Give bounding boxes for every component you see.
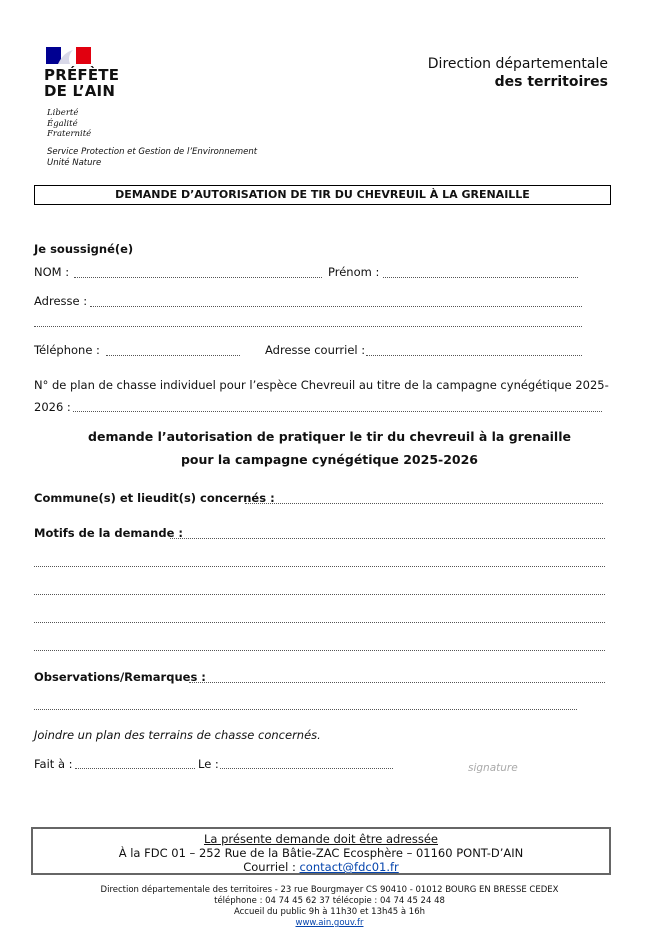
observations-field-line2[interactable] <box>34 709 577 710</box>
footer-address: Direction départementale des territoires - 23 rue Bourgmayer CS 90410 - 01012 BOURG EN BRESSE CEDEX <box>100 885 559 895</box>
address-box <box>31 827 611 875</box>
prefecture-name <box>44 67 119 99</box>
motifs-field[interactable] <box>170 538 605 539</box>
address-box-address: À la FDC 01 – 252 Rue de la Bâtie-ZAC Ecosphère – 01160 PONT-D’AIN <box>118 846 524 860</box>
motifs-label: Motifs de la demande : <box>34 526 183 540</box>
motto-liberte: Liberté <box>47 108 79 118</box>
request-line2: pour la campagne cynégétique 2025-2026 <box>180 452 478 467</box>
fait-field[interactable] <box>75 768 195 769</box>
le-label: Le : <box>198 757 219 771</box>
communes-label: Commune(s) et lieudit(s) concernés : <box>34 491 275 505</box>
motifs-field-line5[interactable] <box>34 650 605 651</box>
motto-egalite: Égalité <box>47 118 78 129</box>
fait-label: Fait à : <box>34 757 73 771</box>
marianne-flag-icon <box>46 47 91 64</box>
courriel-prefix: Courriel : <box>243 860 300 874</box>
direction-line2: des territoires <box>494 74 608 90</box>
request-line1: demande l’autorisation de pratiquer le tir du chevreuil à la grenaille <box>88 429 571 444</box>
service-line2: Unité Nature <box>47 157 102 168</box>
address-box-courriel <box>33 860 609 874</box>
direction-line1: Direction départementale <box>427 56 608 72</box>
form-title: DEMANDE D’AUTORISATION DE TIR DU CHEVREUIL À LA GRENAILLE <box>34 185 611 205</box>
joindre-note: Joindre un plan des terrains de chasse concernés. <box>34 728 321 742</box>
republic-motto <box>47 108 91 140</box>
motifs-field-line4[interactable] <box>34 622 605 623</box>
website-link[interactable]: www.ain.gouv.fr <box>295 918 364 928</box>
motifs-field-line2[interactable] <box>34 566 605 567</box>
motto-fraternite: Fraternité <box>47 129 92 139</box>
courriel-label: Adresse courriel : <box>265 343 366 357</box>
observations-field[interactable] <box>189 682 605 683</box>
date-field[interactable] <box>220 768 393 769</box>
service-name <box>47 147 257 168</box>
adresse-field-line2[interactable] <box>34 326 582 327</box>
prenom-field[interactable] <box>383 277 578 278</box>
prenom-label: Prénom : <box>328 265 380 279</box>
fdc-email-link[interactable]: contact@fdc01.fr <box>299 860 399 874</box>
observations-label: Observations/Remarques : <box>34 670 206 684</box>
telephone-field[interactable] <box>106 355 240 356</box>
adresse-field[interactable] <box>90 306 582 307</box>
plan-label-line1: N° de plan de chasse individuel pour l’espèce Chevreuil au titre de la campagne cynégétique 2025- <box>34 378 609 392</box>
prefecture-line1: PRÉFÈTE <box>44 66 120 84</box>
telephone-label: Téléphone : <box>34 343 100 357</box>
address-box-heading: La présente demande doit être adressée <box>203 832 438 846</box>
plan-chasse-field[interactable] <box>73 411 602 412</box>
direction-name <box>428 55 608 91</box>
footer-phone: téléphone : 04 74 45 62 37 télécopie : 04 74 45 24 48 <box>214 896 445 906</box>
adresse-label: Adresse : <box>34 294 88 308</box>
nom-field[interactable] <box>74 277 322 278</box>
soussigne-label: Je soussigné(e) <box>34 242 134 256</box>
signature-label: signature <box>468 762 518 774</box>
service-line1: Service Protection et Gestion de l’Environnement <box>47 147 258 157</box>
page-footer <box>0 885 659 929</box>
plan-label-line2: 2026 : <box>34 400 71 414</box>
communes-field[interactable] <box>245 503 603 504</box>
prefecture-line2: DE L’AIN <box>44 82 116 100</box>
motifs-field-line3[interactable] <box>34 594 605 595</box>
courriel-field[interactable] <box>366 355 582 356</box>
footer-hours: Accueil du public 9h à 11h30 et 13h45 à 16h <box>233 907 426 917</box>
nom-label: NOM : <box>34 265 70 279</box>
